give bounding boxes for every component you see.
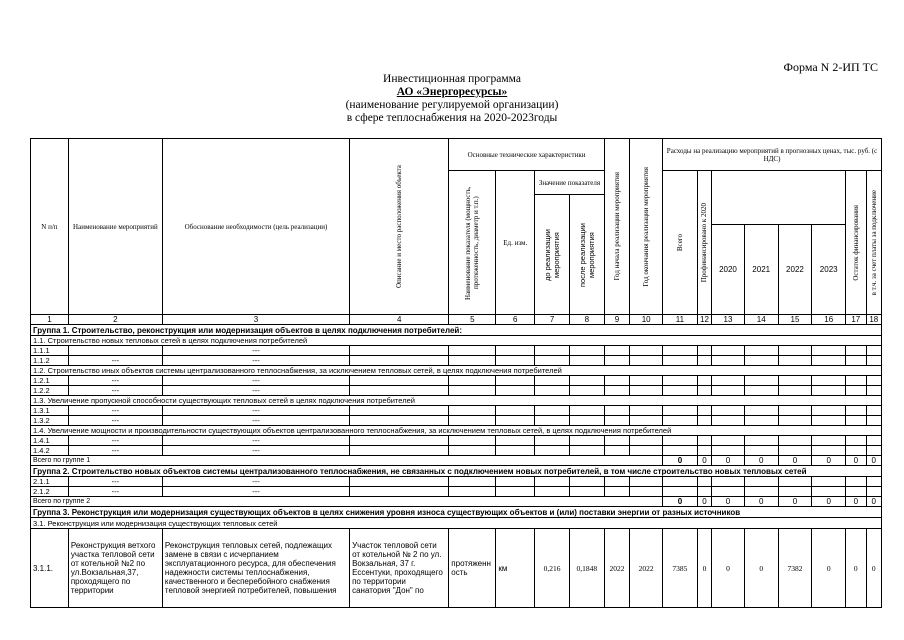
group-2-total-prefinanced: 0 [697, 497, 711, 507]
row-number: 2.1.1 [31, 477, 69, 487]
row-number: 1.1.1 [31, 346, 69, 356]
value-after: 0,1848 [569, 529, 604, 608]
col-num: 9 [604, 315, 630, 325]
table-row [31, 529, 882, 608]
row-number: 1.1.2 [31, 356, 69, 366]
subgroup-1-1: 1.1. Строительство новых тепловых сетей в целях подключения потребителей [31, 336, 882, 346]
group-1-total-2021: 0 [744, 456, 778, 466]
header-2022: 2022 [778, 225, 812, 315]
indicator-name: протяженность [449, 529, 496, 608]
header-tech: Основные технические характеристики [449, 139, 604, 171]
col-num: 13 [712, 315, 745, 325]
dash-cell: --- [162, 346, 349, 356]
header-name: Наименование мероприятий [68, 139, 162, 315]
col-num: 1 [31, 315, 69, 325]
header-costs: Расходы на реализацию мероприятий в прогнозных ценах, тыс. руб. (с НДС) [663, 139, 882, 171]
cost-2022: 7382 [778, 529, 812, 608]
unit: км [496, 529, 535, 608]
group-1-title: Группа 1. Строительство, реконструкция или модернизация объектов в целях подключения потребителей: [31, 325, 882, 336]
measure-justification: Реконструкция тепловых сетей, подлежащих замене в связи с исчерпанием эксплуатационного ресурса, для обеспечения надежности системы теплоснабжения, качественного и бесперебойного снабжения тепловой энергией потребителей, повышения [162, 529, 349, 608]
year-start: 2022 [604, 529, 630, 608]
subgroup-3-1: 3.1. Реконструкция или модернизация существующих тепловых сетей [31, 518, 882, 529]
dash-cell: --- [162, 436, 349, 446]
header-total-cell [663, 171, 698, 315]
col-num: 7 [535, 315, 570, 325]
group-1-total-2023: 0 [812, 456, 846, 466]
header-indicator-cell [449, 171, 496, 315]
header-year-end: Год окончания реализации мероприятия [642, 166, 651, 287]
col-num: 4 [350, 315, 449, 325]
dash-cell: --- [68, 356, 162, 366]
col-num: 18 [866, 315, 881, 325]
header-justification: Обоснование необходимости (цель реализации) [162, 139, 349, 315]
header-remainder: Остаток финансирования [851, 204, 860, 281]
header-prefinanced: Профинансировано к 2020 [700, 202, 709, 283]
row-number: 1.4.2 [31, 446, 69, 456]
col-num: 3 [162, 315, 349, 325]
dash-cell: --- [68, 446, 162, 456]
measure-name: Реконструкция ветхого участка тепловой сети от котельной №2 по ул.Вокзальная,37, проходящего по территории [68, 529, 162, 608]
dash-cell: --- [68, 487, 162, 497]
subgroup-1-2: 1.2. Строительство иных объектов системы централизованного теплоснабжения, за исключением тепловых сетей, в целях подключения потребителей [31, 366, 882, 376]
header-prefinanced-cell [697, 171, 711, 315]
header-years-spacer [712, 171, 846, 225]
group-2-total-2022: 0 [778, 497, 812, 507]
dash-cell: --- [68, 436, 162, 446]
row-number: 1.2.1 [31, 376, 69, 386]
row-number: 1.2.2 [31, 386, 69, 396]
row-number: 1.3.1 [31, 406, 69, 416]
col-num: 10 [630, 315, 663, 325]
header-connection-cell [866, 171, 881, 315]
dash-cell: --- [68, 386, 162, 396]
dash-cell: --- [68, 477, 162, 487]
form-number: Форма N 2-ИП ТС [783, 60, 878, 74]
group-2-total-label: Всего по группе 2 [31, 497, 663, 507]
header-before: до реализации мероприятия [543, 228, 562, 281]
subgroup-1-4: 1.4. Увеличение мощности и производительности существующих объектов централизованного теплоснабжения, за исключением тепловых сетей, в целях подключения потребителей [31, 426, 882, 436]
row-number: 2.1.2 [31, 487, 69, 497]
title-line-4: в сфере теплоснабжения на 2020-2023годы [346, 112, 558, 124]
cost-2020: 0 [712, 529, 745, 608]
document-title [0, 73, 904, 125]
investment-table [30, 138, 882, 608]
col-num: 8 [569, 315, 604, 325]
cost-2021: 0 [744, 529, 778, 608]
cost-prefinanced: 0 [697, 529, 711, 608]
group-2-total-connection: 0 [866, 497, 881, 507]
group-1-total-remainder: 0 [846, 456, 866, 466]
dash-cell: --- [162, 406, 349, 416]
header-unit: Ед. изм. [496, 171, 535, 315]
header-indicator-name: Наименование показателя (мощность, протяженность, диаметр и т.п.) [464, 185, 481, 300]
value-before: 0,216 [535, 529, 570, 608]
group-1-total-2022: 0 [778, 456, 812, 466]
cost-connection: 0 [866, 529, 881, 608]
title-line-1: Инвестиционная программа [383, 73, 521, 85]
group-2-title: Группа 2. Строительство новых объектов системы централизованного теплоснабжения, не связанных с подключением новых потребителей, в том числе строительство новых тепловых сетей [31, 466, 882, 477]
dash-cell: --- [162, 477, 349, 487]
col-num: 16 [812, 315, 846, 325]
row-number: 3.1.1. [31, 529, 69, 608]
dash-cell: --- [162, 386, 349, 396]
col-num: 6 [496, 315, 535, 325]
header-incl-connection: в т.ч. за счет платы за подключение [869, 189, 878, 296]
cost-2023: 0 [812, 529, 846, 608]
dash-cell: --- [162, 487, 349, 497]
header-year-start-cell [604, 139, 630, 315]
dash-cell: --- [162, 356, 349, 366]
group-2-total-2020: 0 [712, 497, 745, 507]
row-number: 1.3.2 [31, 416, 69, 426]
group-1-total-prefinanced: 0 [697, 456, 711, 466]
year-end: 2022 [630, 529, 663, 608]
group-2-total-all: 0 [663, 497, 698, 507]
header-2023: 2023 [812, 225, 846, 315]
column-numbers-row [31, 315, 882, 325]
header-after-cell [569, 195, 604, 315]
col-num: 17 [846, 315, 866, 325]
header-location: Описание и место расположения объекта [395, 165, 404, 288]
header-total: Всего [675, 233, 684, 252]
row-number: 1.4.1 [31, 436, 69, 446]
header-2021: 2021 [744, 225, 778, 315]
dash-cell: --- [162, 446, 349, 456]
header-after: после реализации мероприятия [577, 222, 596, 287]
col-num: 15 [778, 315, 812, 325]
dash-cell: --- [68, 406, 162, 416]
col-num: 5 [449, 315, 496, 325]
header-remainder-cell [846, 171, 866, 315]
cost-remainder: 0 [846, 529, 866, 608]
header-before-cell [535, 195, 570, 315]
header-2020: 2020 [712, 225, 745, 315]
group-1-total-2020: 0 [712, 456, 745, 466]
group-1-total-all: 0 [663, 456, 698, 466]
subgroup-1-3: 1.3. Увеличение пропускной способности существующих тепловых сетей в целях подключения потребителей [31, 396, 882, 406]
header-year-end-cell [630, 139, 663, 315]
header-year-start: Год начала реализации мероприятия [613, 172, 622, 281]
dash-cell: --- [162, 416, 349, 426]
group-2-total-2023: 0 [812, 497, 846, 507]
header-value: Значение показателя [535, 171, 605, 195]
col-num: 12 [697, 315, 711, 325]
group-1-total-label: Всего по группе 1 [31, 456, 663, 466]
col-num: 11 [663, 315, 698, 325]
cost-total: 7385 [663, 529, 698, 608]
group-1-total-connection: 0 [866, 456, 881, 466]
group-2-total-2021: 0 [744, 497, 778, 507]
measure-location: Участок тепловой сети от котельной № 2 по ул. Вокзальная, 37 г. Ессентуки, проходящего по территории санатория "Дон" по [350, 529, 449, 608]
dash-cell: --- [162, 376, 349, 386]
group-3-title: Группа 3. Реконструкция или модернизация существующих объектов в целях снижения уровня износа существующих объектов и (или) поставки энергии от разных источников [31, 507, 882, 518]
organization-name: АО «Энергоресурсы» [396, 86, 508, 98]
dash-cell: --- [68, 416, 162, 426]
col-num: 2 [68, 315, 162, 325]
dash-cell: --- [68, 376, 162, 386]
header-location-cell [350, 139, 449, 315]
header-npp: N п/п [31, 139, 69, 315]
title-line-3: (наименование регулируемой организации) [345, 99, 559, 111]
group-2-total-remainder: 0 [846, 497, 866, 507]
col-num: 14 [744, 315, 778, 325]
